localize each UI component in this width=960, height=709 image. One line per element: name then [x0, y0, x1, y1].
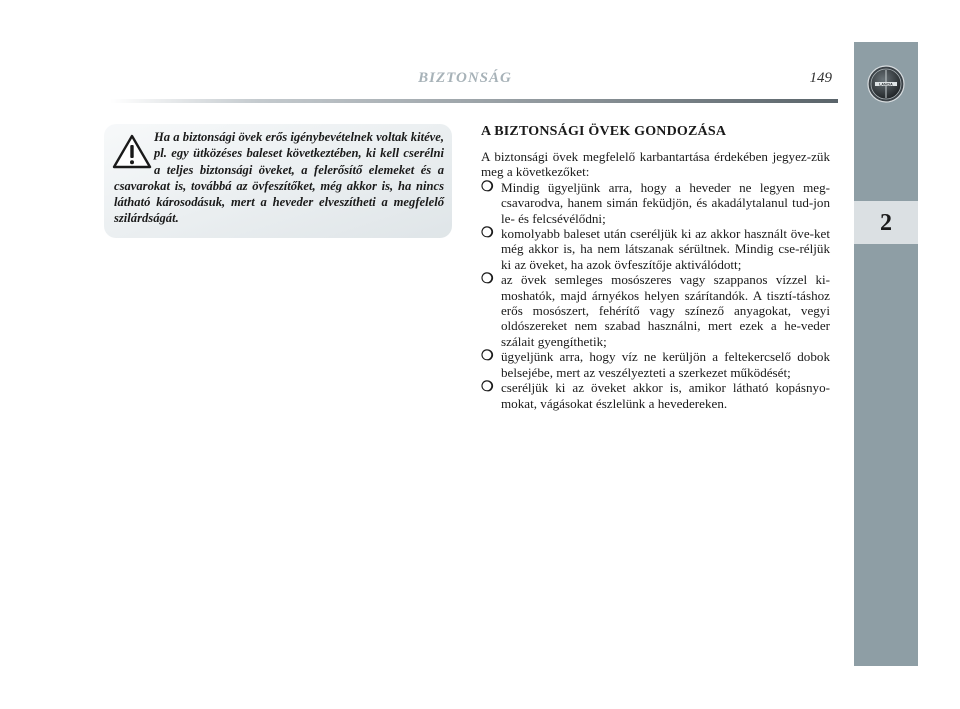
header-rule: [110, 99, 838, 103]
list-item: [481, 349, 830, 380]
chapter-number: 2: [854, 201, 918, 244]
intro-paragraph: A biztonsági övek megfelelő karbantartása érdekében jegyez-zük meg a következőket:: [481, 149, 830, 180]
list-item-text: Mindig ügyeljünk arra, hogy a heveder ne legyen meg-csavarodva, hanem simán feküdjön, és akadálytalanul tud-jon le- és felcsévélődni;: [501, 179, 830, 226]
bullet-icon: ❍: [481, 272, 494, 288]
bullet-icon: ❍: [481, 380, 494, 396]
main-column: [481, 124, 830, 411]
list-item-text: komolyabb baleset után cseréljük ki az akkor használt öve-ket még akkor is, ha nem látszanak sérültnek. Mindig cse-réljük ki az öveket, ha azok övfeszítője aktiválódott;: [501, 226, 830, 272]
list-item-text: az övek semleges mosószeres vagy szappanos vízzel ki-moshatók, majd árnyékos helyen szárítandók. A tisztí-táshoz erős mosószert, fehérítő vagy színező anyagokat, vegyi oldószereket nem szabad használni, mert ezek a he-veder szálait gyengíthetik;: [501, 272, 830, 349]
list-item-text: ügyeljünk arra, hogy víz ne kerüljön a feltekercselő dobok belsejébe, mert az veszélyezteti a szerkezet működését;: [501, 349, 830, 380]
list-item: [481, 272, 830, 349]
side-tab: [854, 42, 918, 666]
care-list: [481, 180, 830, 411]
bullet-icon: ❍: [481, 179, 494, 195]
page-number: 149: [809, 70, 832, 86]
lancia-logo-icon: [867, 65, 905, 103]
svg-text:LANCIA: LANCIA: [879, 82, 893, 87]
bullet-icon: ❍: [481, 349, 494, 365]
list-item-text: cseréljük ki az öveket akkor is, amikor látható kopásnyo-mokat, vágásokat észlelünk a hevedereken.: [501, 380, 830, 411]
list-item: [481, 180, 830, 226]
section-heading: A BIZTONSÁGI ÖVEK GONDOZÁSA: [481, 124, 727, 139]
list-item: [481, 380, 830, 411]
bullet-icon: ❍: [481, 226, 494, 242]
warning-text: Ha a biztonsági övek erős igénybevételnek voltak kitéve, pl. egy ütközéses baleset következtében, ki kell cserélni a teljes biztonsági öveket, a felerősítő elemeket és a csavarokat is, továbbá az övfeszítőket, még akkor is, ha nincs látható károsodásuk, mert a heveder elveszítheti a megfelelő szilárdságát.: [114, 130, 444, 226]
list-item: [481, 226, 830, 272]
section-title: BIZTONSÁG: [418, 70, 512, 86]
